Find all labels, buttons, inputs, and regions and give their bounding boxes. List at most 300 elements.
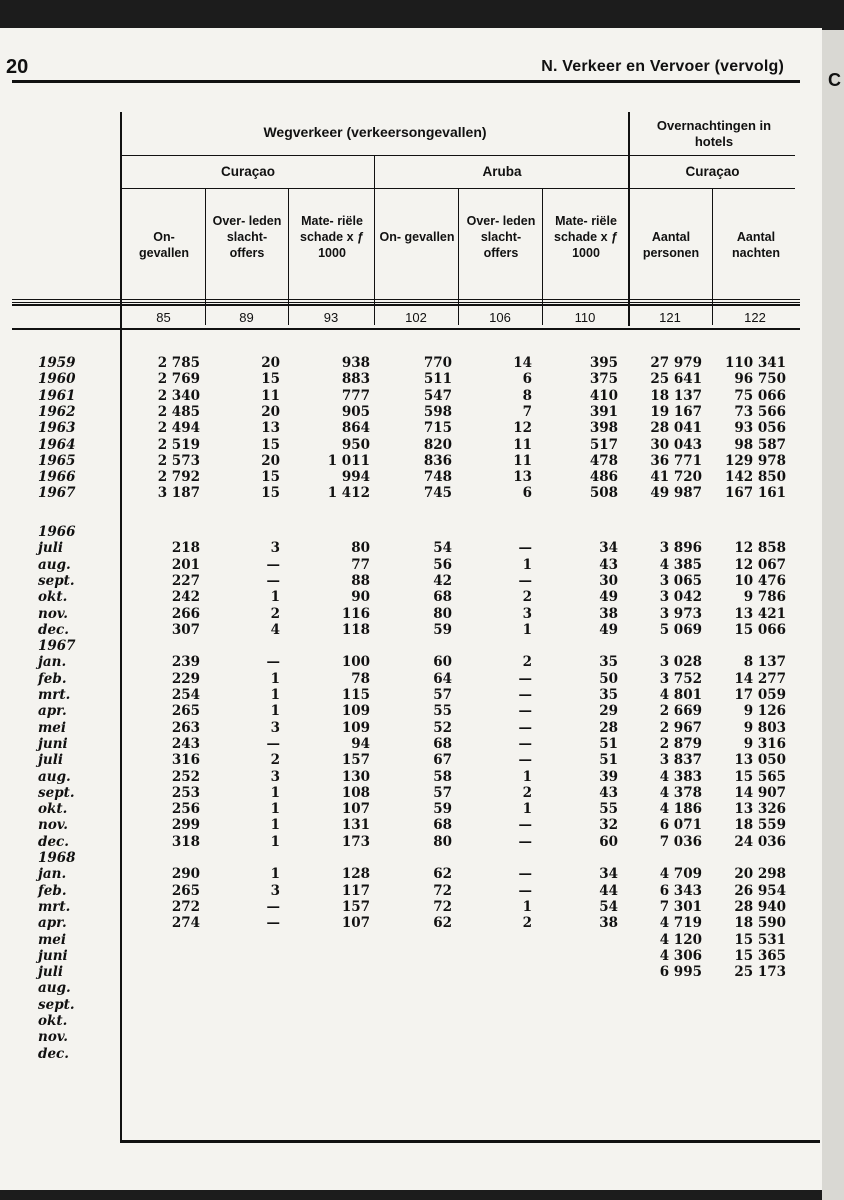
table-cell: 2 785	[157, 355, 200, 371]
table-cell: 2	[270, 752, 280, 769]
table-cell: —	[518, 572, 532, 589]
table-cell: —	[518, 866, 532, 883]
table-cell: 13	[261, 420, 280, 437]
colnum-rule	[12, 328, 800, 330]
table-cell: 4 385	[659, 556, 702, 573]
table-cell: 55	[433, 703, 452, 720]
table-cell: 598	[423, 403, 452, 420]
table-cell: 1	[522, 801, 532, 818]
table-cell: 28 041	[650, 420, 702, 437]
table-cell: 10 476	[734, 572, 786, 589]
row-label: dec.	[38, 833, 69, 850]
table-cell: 4 383	[659, 768, 702, 785]
col-rule-hotels	[628, 112, 630, 326]
table-cell: 62	[433, 915, 452, 932]
row-label: juni	[38, 735, 68, 752]
row-label: mei	[38, 719, 67, 736]
table-cell: 157	[341, 752, 370, 769]
header-rule-1	[120, 155, 795, 156]
row-label: 1960	[38, 371, 76, 388]
row-label: mrt.	[38, 687, 71, 703]
table-cell: 96 750	[734, 371, 786, 388]
table-cell: 511	[423, 371, 452, 388]
table-cell: 34	[599, 540, 618, 557]
table-cell: 110 341	[724, 355, 786, 371]
table-cell: 100	[341, 654, 370, 671]
table-cell: 1	[270, 866, 280, 883]
table-cell: 3 042	[659, 589, 702, 606]
table-cell: 517	[589, 436, 618, 453]
table-cell: 29	[599, 703, 618, 720]
col-rule-2	[205, 188, 206, 325]
table-cell: 2 669	[659, 703, 702, 720]
table-cell: 227	[171, 572, 200, 589]
table-cell: 93 056	[734, 420, 786, 437]
table-cell: 6 071	[659, 817, 702, 834]
table-cell: 68	[433, 735, 452, 752]
table-cell: 98 587	[734, 436, 786, 453]
table-cell: 3 028	[659, 654, 702, 671]
table-cell: 3 973	[659, 605, 702, 622]
row-label: aug.	[38, 768, 71, 785]
table-cell: 42	[433, 572, 452, 589]
table-cell: 3	[270, 882, 280, 899]
table-cell: 254	[171, 687, 200, 703]
table-cell: 80	[433, 833, 452, 850]
table-cell: 938	[341, 355, 370, 371]
table-cell: 7 301	[659, 898, 702, 915]
table-cell: 34	[599, 866, 618, 883]
table-cell: —	[266, 572, 280, 589]
table-cell: 24 036	[734, 833, 786, 850]
header-curacao-hotels: Curaçao	[685, 164, 740, 179]
row-label: 1966	[38, 524, 76, 540]
table-cell: 1	[270, 670, 280, 687]
table-cell: 1 412	[327, 485, 370, 502]
table-cell: 30	[599, 572, 618, 589]
table-cell: 9 786	[743, 589, 786, 606]
table-cell: 2	[522, 589, 532, 606]
table-cell: 107	[341, 801, 370, 818]
table-cell: 13 050	[734, 752, 786, 769]
table-cell: 950	[341, 436, 370, 453]
table-cell: 15 531	[734, 931, 786, 948]
row-label: 1964	[38, 436, 76, 453]
table-cell: 395	[589, 355, 618, 371]
table-cell: 36 771	[650, 452, 702, 469]
table-cell: 27 979	[650, 355, 702, 371]
table-cell: 883	[341, 371, 370, 388]
col-number-3: 93	[323, 310, 339, 325]
table-cell: 8 137	[743, 654, 786, 671]
table-cell: 108	[341, 784, 370, 801]
table-cell: 252	[171, 768, 200, 785]
table-cell: 318	[171, 833, 200, 850]
table-cell: 15 066	[734, 621, 786, 638]
table-cell: 173	[341, 833, 370, 850]
table-cell: 128	[341, 866, 370, 883]
table-cell: 118	[341, 621, 370, 638]
table-cell: 72	[433, 898, 452, 915]
header-aruba: Aruba	[482, 164, 522, 179]
table-cell: 13	[513, 469, 532, 486]
row-label: 1967	[38, 485, 76, 502]
col-rule-aruba	[374, 155, 375, 325]
table-cell: 4 801	[659, 687, 702, 703]
table-cell: 62	[433, 866, 452, 883]
row-label: juli	[38, 964, 63, 981]
table-cell: 836	[423, 452, 452, 469]
table-cell: 253	[171, 784, 200, 801]
row-label: nov.	[38, 1029, 69, 1046]
row-label: nov.	[38, 605, 69, 622]
table-cell: 17 059	[734, 687, 786, 703]
table-cell: 11	[513, 452, 532, 469]
table-cell: 316	[171, 752, 200, 769]
header-curacao: Curaçao	[220, 164, 276, 179]
table-cell: 272	[171, 898, 200, 915]
table-cell: 167 161	[724, 485, 786, 502]
body-top-rule	[12, 304, 800, 306]
table-cell: 115	[341, 687, 370, 703]
table-cell: 2 485	[157, 403, 200, 420]
table-cell: 18 137	[650, 387, 702, 404]
table-cell: 3 187	[157, 485, 200, 502]
row-label: apr.	[38, 703, 67, 720]
table-cell: 307	[171, 621, 200, 638]
table-cell: 57	[433, 687, 452, 703]
table-cell: 20	[261, 403, 280, 420]
header-overnachtingen: Overnachtingen in hotels	[656, 118, 772, 149]
row-label: sept.	[38, 996, 75, 1013]
col-number-4: 102	[405, 310, 427, 325]
table-cell: 6 343	[659, 882, 702, 899]
row-label: apr.	[38, 915, 67, 932]
table-cell: 994	[341, 469, 370, 486]
table-cell: —	[518, 817, 532, 834]
table-cell: 59	[433, 801, 452, 818]
table-cell: 15 565	[734, 768, 786, 785]
table-cell: 20	[261, 355, 280, 371]
table-cell: 2 573	[157, 452, 200, 469]
table-cell: 4 378	[659, 784, 702, 801]
table-cell: 43	[599, 556, 618, 573]
row-label: sept.	[38, 784, 75, 801]
table-cell: 54	[599, 898, 618, 915]
table-cell: —	[518, 540, 532, 557]
header-rule-3	[12, 299, 800, 300]
table-cell: 1	[270, 833, 280, 850]
table-cell: 4 719	[659, 915, 702, 932]
table-cell: 15	[261, 436, 280, 453]
table-cell: 745	[423, 485, 452, 502]
table-cell: —	[266, 556, 280, 573]
col-header-2: Over- leden slacht- offers	[212, 214, 282, 260]
table-cell: 1	[270, 817, 280, 834]
table-cell: 1	[522, 556, 532, 573]
table-cell: 28	[599, 719, 618, 736]
table-cell: 26 954	[734, 882, 786, 899]
table-cell: 30 043	[650, 436, 702, 453]
table-cell: 265	[171, 703, 200, 720]
adjacent-page-edge	[822, 30, 844, 1200]
row-label: aug.	[38, 556, 71, 573]
table-cell: 1	[270, 784, 280, 801]
table-cell: 73 566	[734, 403, 786, 420]
table-cell: 3	[270, 719, 280, 736]
table-cell: 547	[423, 387, 452, 404]
table-cell: 299	[171, 817, 200, 834]
table-cell: —	[518, 703, 532, 720]
table-cell: 201	[171, 556, 200, 573]
table-cell: 15	[261, 485, 280, 502]
section-title: N. Verkeer en Vervoer (vervolg)	[541, 58, 784, 75]
table-cell: 15 365	[734, 947, 786, 964]
table-cell: 20 298	[734, 866, 786, 883]
col-rule-8	[712, 188, 713, 325]
table-cell: 3	[270, 768, 280, 785]
row-label: okt.	[38, 801, 68, 818]
row-label: 1961	[38, 387, 76, 404]
table-cell: 57	[433, 784, 452, 801]
table-cell: 9 126	[743, 703, 786, 720]
table-cell: 64	[433, 670, 452, 687]
table-cell: 410	[589, 387, 618, 404]
table-cell: 777	[341, 387, 370, 404]
table-cell: 12 858	[734, 540, 786, 557]
bottom-rule	[120, 1140, 820, 1143]
col-number-1: 85	[156, 310, 171, 325]
col-rule-5	[458, 188, 459, 325]
table-cell: 50	[599, 670, 618, 687]
table-cell: 2 494	[157, 420, 200, 437]
table-cell: 88	[351, 572, 370, 589]
row-label: 1967	[38, 638, 76, 655]
table-cell: 49 987	[650, 485, 702, 502]
table-cell: 1 011	[327, 452, 370, 469]
table-cell: 2	[522, 784, 532, 801]
table-cell: 14	[513, 355, 532, 371]
table-cell: 60	[599, 833, 618, 850]
col-header-4: On- gevallen	[379, 230, 455, 244]
col-header-5: Over- leden slacht- offers	[466, 214, 536, 260]
table-cell: 60	[433, 654, 452, 671]
col-header-6: Mate- riële schade x ƒ 1000	[554, 214, 618, 260]
table-cell: 68	[433, 589, 452, 606]
col-rule-3	[288, 188, 289, 325]
table-cell: 9 316	[743, 735, 786, 752]
table-cell: 3	[270, 540, 280, 557]
table-cell: —	[266, 898, 280, 915]
table-cell: 3 065	[659, 572, 702, 589]
table-cell: 266	[171, 605, 200, 622]
table-cell: 6 995	[659, 964, 702, 981]
table-cell: 28 940	[734, 898, 786, 915]
table-cell: —	[518, 752, 532, 769]
table-cell: 49	[599, 589, 618, 606]
table-cell: 44	[599, 882, 618, 899]
table-cell: 55	[599, 801, 618, 818]
table-cell: 131	[341, 817, 370, 834]
page-number: 20	[6, 56, 29, 78]
table-cell: 80	[351, 540, 370, 557]
table-cell: 4 120	[659, 931, 702, 948]
table-cell: 39	[599, 768, 618, 785]
table-cell: 263	[171, 719, 200, 736]
table-cell: 229	[171, 670, 200, 687]
table-cell: 49	[599, 621, 618, 638]
table-cell: 142 850	[724, 469, 786, 486]
table-cell: 54	[433, 540, 452, 557]
table-cell: 2	[270, 605, 280, 622]
table-cell: 72	[433, 882, 452, 899]
col-header-3: Mate- riële schade x ƒ 1000	[300, 214, 364, 260]
table-cell: 6	[522, 485, 532, 502]
table-cell: 265	[171, 882, 200, 899]
col-rule-6	[542, 188, 543, 325]
table-cell: 90	[351, 589, 370, 606]
table-cell: 51	[599, 735, 618, 752]
table-cell: 1	[522, 768, 532, 785]
header-wegverkeer: Wegverkeer (verkeersongevallen)	[263, 124, 487, 140]
row-label: okt.	[38, 1013, 68, 1029]
table-cell: 1	[270, 687, 280, 703]
col-number-5: 106	[489, 310, 511, 325]
table-cell: 51	[599, 752, 618, 769]
top-rule	[12, 80, 800, 83]
table-cell: 14 277	[734, 670, 786, 687]
table-cell: 43	[599, 784, 618, 801]
table-cell: 52	[433, 719, 452, 736]
table-cell: 32	[599, 817, 618, 834]
table-cell: 2 967	[659, 719, 702, 736]
adjacent-page-fragment: C	[828, 70, 841, 90]
table-cell: 116	[341, 605, 370, 622]
table-cell: —	[518, 687, 532, 703]
table-cell: 109	[341, 719, 370, 736]
table-cell: 7	[522, 403, 532, 420]
row-label: aug.	[38, 980, 71, 997]
table-cell: 398	[589, 420, 618, 437]
table-cell: 11	[261, 387, 280, 404]
table-cell: 243	[171, 735, 200, 752]
table-cell: 4 306	[659, 947, 702, 964]
table-cell: 1	[270, 703, 280, 720]
table-cell: 2 769	[157, 371, 200, 388]
col-number-7: 121	[659, 310, 681, 325]
table-cell: 59	[433, 621, 452, 638]
table-cell: 486	[589, 469, 618, 486]
row-label: juli	[38, 540, 63, 557]
table-cell: —	[266, 654, 280, 671]
table-cell: 508	[589, 485, 618, 502]
table-cell: 2 519	[157, 436, 200, 453]
table-cell: 3 752	[659, 670, 702, 687]
col-header-8: Aantal nachten	[732, 230, 780, 260]
table-cell: —	[518, 670, 532, 687]
table-cell: —	[266, 915, 280, 932]
table-cell: 9 803	[743, 719, 786, 736]
row-label: jan.	[38, 866, 67, 883]
table-cell: 2	[522, 654, 532, 671]
table-cell: 38	[599, 915, 618, 932]
row-label: 1968	[38, 850, 76, 866]
table-cell: 2 340	[157, 387, 200, 404]
table-cell: 94	[351, 735, 370, 752]
table-cell: 5 069	[659, 621, 702, 638]
table-cell: 78	[351, 670, 370, 687]
row-label: feb.	[38, 882, 67, 899]
table-cell: 13 326	[734, 801, 786, 818]
table-cell: 41 720	[650, 469, 702, 486]
table-cell: 67	[433, 752, 452, 769]
col-header-7: Aantal personen	[642, 230, 700, 260]
table-cell: 18 590	[734, 915, 786, 932]
table-cell: 1	[522, 898, 532, 915]
table-cell: 239	[171, 654, 200, 671]
col-rule-label	[120, 112, 122, 1142]
table-cell: 68	[433, 817, 452, 834]
table-cell: 109	[341, 703, 370, 720]
table-cell: 18 559	[734, 817, 786, 834]
table-cell: 274	[171, 915, 200, 932]
table-cell: 38	[599, 605, 618, 622]
table-cell: 80	[433, 605, 452, 622]
row-label: juni	[38, 947, 68, 964]
table-cell: 19 167	[650, 403, 702, 420]
table-cell: 8	[522, 387, 532, 404]
col-number-6: 110	[574, 310, 596, 325]
table-cell: 2 792	[157, 469, 200, 486]
table-cell: 4 709	[659, 866, 702, 883]
table-cell: 7 036	[659, 833, 702, 850]
table-cell: 3 837	[659, 752, 702, 769]
row-label: dec.	[38, 621, 69, 638]
row-label: 1962	[38, 403, 76, 420]
table-cell: 256	[171, 801, 200, 818]
table-cell: 290	[171, 866, 200, 883]
table-cell: 1	[270, 801, 280, 818]
row-label: sept.	[38, 572, 75, 589]
table-cell: —	[518, 735, 532, 752]
table-cell: 129 978	[724, 452, 786, 469]
table-cell: 77	[351, 556, 370, 573]
document-page	[0, 28, 822, 1190]
row-label: nov.	[38, 817, 69, 834]
table-cell: 1	[270, 589, 280, 606]
table-cell: 107	[341, 915, 370, 932]
table-cell: 35	[599, 654, 618, 671]
table-cell: 14 907	[734, 784, 786, 801]
row-label: dec.	[38, 1045, 69, 1062]
row-label: 1959	[38, 355, 76, 371]
table-cell: 864	[341, 420, 370, 437]
row-label: feb.	[38, 670, 67, 687]
table-cell: 75 066	[734, 387, 786, 404]
table-cell: 2	[522, 915, 532, 932]
table-cell: 3	[522, 605, 532, 622]
table-cell: 715	[423, 420, 452, 437]
col-header-1: On- gevallen	[138, 230, 190, 260]
table-cell: 35	[599, 687, 618, 703]
table-cell: —	[518, 719, 532, 736]
row-label: 1965	[38, 452, 76, 469]
row-label: mei	[38, 931, 67, 948]
row-label: okt.	[38, 589, 68, 606]
table-cell: 478	[589, 452, 618, 469]
table-cell: 25 173	[734, 964, 786, 981]
table-cell: 6	[522, 371, 532, 388]
